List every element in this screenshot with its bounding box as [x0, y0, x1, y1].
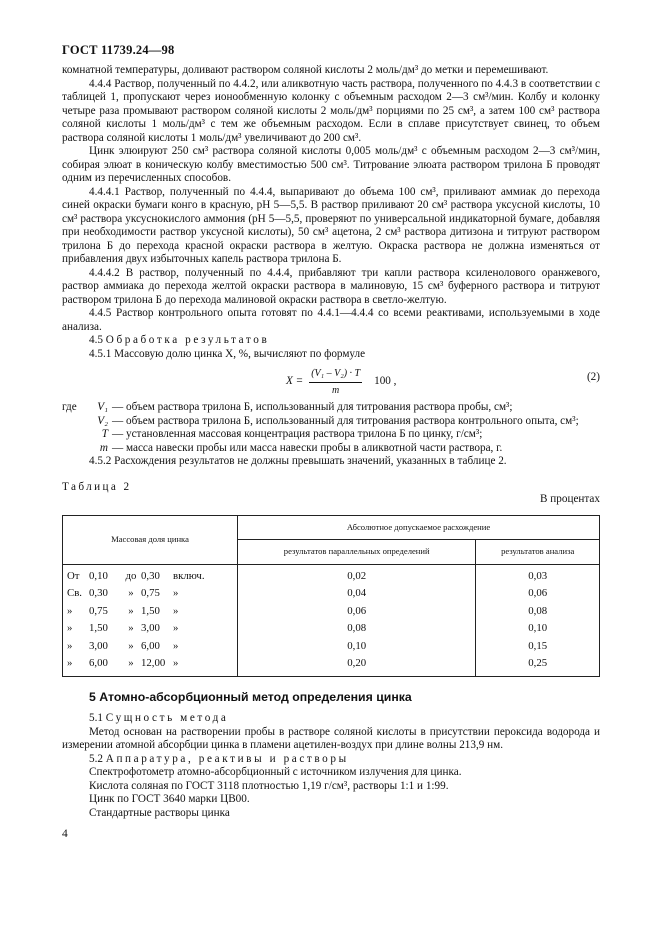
heading-4-5: [62, 334, 600, 348]
range-suffix: »: [173, 622, 179, 634]
range-from: 0,10: [89, 569, 108, 582]
range-to: 1,50: [141, 604, 160, 617]
range-to: 0,30: [141, 569, 160, 582]
range-to: 3,00: [141, 622, 160, 634]
definition-v1: [62, 401, 600, 415]
formula-number: (2): [586, 371, 600, 383]
table-unit: В процентах: [540, 493, 600, 505]
table-body: [63, 564, 600, 676]
heading-5-1: [62, 712, 600, 726]
range-to: 12,00: [141, 657, 166, 669]
range-prefix: »: [67, 622, 73, 634]
range-from: 6,00: [89, 657, 108, 669]
cell-parallel: 0,10: [238, 639, 476, 657]
definition-text: — установленная массовая концентрация раствора трилона Б по цинку, г/см³;: [112, 428, 483, 440]
range-suffix: »: [173, 639, 179, 652]
definition-symbol: V₂: [97, 414, 108, 427]
cell-range: [63, 564, 238, 586]
heading-5-1-title: Сущность метода: [105, 712, 229, 724]
table-row: [63, 656, 600, 676]
range-from: 0,30: [89, 587, 108, 599]
range-prefix: »: [67, 639, 73, 652]
formula-fraction: [309, 367, 362, 397]
standard-header: ГОСТ 11739.24—98: [62, 43, 175, 57]
formula-factor: 100 ,: [374, 375, 397, 388]
formula-2: [62, 361, 600, 401]
paragraph-4-5-2: 4.5.2 Расхождения результатов не должны превышать значений, указанных в таблице 2.: [89, 455, 507, 467]
definition-symbol: T: [101, 428, 108, 440]
paragraph-4-5-1: 4.5.1 Массовую долю цинка X, %, вычисляют по формуле: [89, 347, 366, 360]
column-header-analysis: результатов анализа: [476, 540, 600, 565]
range-mid: »: [128, 587, 134, 599]
column-header-zinc-fraction: Массовая доля цинка: [63, 515, 238, 564]
range-prefix: »: [67, 604, 73, 617]
definition-symbol: m: [99, 441, 108, 454]
cell-parallel: 0,08: [238, 621, 476, 639]
definition-t: [62, 428, 600, 442]
table-row: [63, 639, 600, 657]
cell-analysis: 0,15: [476, 639, 600, 657]
range-from: 3,00: [89, 639, 108, 652]
paragraph-4-4-5: 4.4.5 Раствор контрольного опыта готовят по 4.4.1—4.4.4 со всеми реактивами, используемыми в ходе анализа.: [62, 307, 600, 333]
definition-text: — объем раствора трилона Б, использованный для титрования раствора контрольного опыта, см³;: [112, 414, 579, 427]
cell-analysis: 0,10: [476, 621, 600, 639]
range-prefix: Св.: [67, 587, 82, 599]
table-caption: Таблица 2: [62, 480, 132, 493]
cell-range: [63, 639, 238, 657]
definition-v2: [62, 415, 600, 429]
paragraph-4-4-4-2: 4.4.4.2 В раствор, полученный по 4.4.4, прибавляют три капли раствора ксиленолового оранжевого, раствор аммиака до перехода желтой окраски раствора в малиновую, 15 см³ буферного раствора и титруют раствором трилона Б до перехода малиновой окраски раствора в светло-желтую.: [62, 266, 600, 306]
range-to: 6,00: [141, 639, 160, 652]
range-prefix: От: [67, 569, 80, 582]
variable-definitions: [62, 401, 600, 455]
cell-analysis: 0,03: [476, 564, 600, 586]
definition-text: — объем раствора трилона Б, использованный для титрования раствора пробы, см³;: [112, 401, 513, 413]
table-row: [63, 604, 600, 622]
cell-range: [63, 621, 238, 639]
table-row: [63, 586, 600, 604]
range-mid: »: [128, 604, 134, 617]
cell-range: [63, 604, 238, 622]
cell-analysis: 0,08: [476, 604, 600, 622]
cell-parallel: 0,06: [238, 604, 476, 622]
heading-5-2: [62, 753, 600, 767]
paragraph-zinc-elution: Цинк элюируют 250 см³ раствора соляной кислоты 0,005 моль/дм³ с объемным расходом 2—3 см³/мин, собирая элюат в коническую колбу вместимостью 500 см³. Титрование элюата раствором трилона Б проводят одним из перечисленных способов.: [62, 145, 600, 184]
list-item-zinc: Цинк по ГОСТ 3640 марки ЦВ00.: [89, 793, 250, 805]
range-mid: до: [125, 569, 137, 582]
paragraph-4-4-4-1: 4.4.4.1 Раствор, полученный по 4.4.4, выпаривают до объема 100 см³, приливают аммиак до перехода синей окраски бумаги конго в красную, pH 5—5,5. В раствор приливают 20 см³ раствора уксусной кислоты, 10 см³ раствора уксуснокислого аммония (pH 5—5,5, проверяют по универсальной индикаторной бумаге, добавляя при необходимости раствор уксусной кислоты), 50 см³ ацетона, 2 см³ раствора дитизона и титруют раствором трилона Б до перехода красной окраски раствора в желтую. Окраска раствора не должна изменяться от прибавления двух избыточных капель раствора трилона Б.: [62, 185, 600, 265]
table-row: [63, 621, 600, 639]
range-suffix: »: [173, 604, 179, 617]
heading-5-2-number: 5.2: [89, 752, 103, 765]
definition-m: [62, 442, 600, 456]
cell-parallel: 0,02: [238, 564, 476, 586]
group-header-tolerance: Абсолютное допускаемое расхождение: [238, 515, 600, 540]
definition-spacer: [62, 415, 84, 429]
range-suffix: включ.: [173, 569, 205, 582]
column-header-parallel: результатов параллельных определений: [238, 540, 476, 565]
definition-text: — масса навески пробы или масса навески пробы в аликвотной части раствора, г.: [112, 441, 503, 454]
formula-denominator: m: [332, 384, 340, 396]
heading-5-2-title: Аппаратура, реактивы и растворы: [105, 752, 349, 765]
cell-parallel: 0,04: [238, 586, 476, 604]
range-from: 1,50: [89, 622, 108, 634]
paragraph-4-4-4: 4.4.4 Раствор, полученный по 4.4.2, или аликвотную часть раствора, полученного по 4.4.3 в соответствии с таблицей 1, пропускают через ионообменную колонку с объемным расходом 2—3 см³/мин. Колбу и колонку четыре раза промывают раствором соляной кислоты 2 моль/дм³ порциями по 25 см³, а затем 100 см³ раствора соляной кислоты 1 моль/дм³ с тем же объемным расходом. Если в сплаве присутствует свинец, то объем раствора соляной кислоты 1 моль/дм³ увеличивают до 200 см³.: [62, 77, 600, 144]
range-mid: »: [128, 622, 134, 634]
section-5-title: 5 Атомно-абсорбционный метод определения цинка: [89, 689, 412, 704]
heading-4-5-title: Обработка результатов: [105, 334, 270, 346]
paragraph-continuation: комнатной температуры, доливают раствором соляной кислоты 2 моль/дм³ до метки и перемешивают.: [62, 64, 549, 76]
range-from: 0,75: [89, 604, 108, 617]
page-number: 4: [62, 828, 68, 840]
paragraph-5-1: Метод основан на растворении пробы в растворе соляной кислоты в присутствии пероксида водорода и измерении атомной абсорбции цинка в пламени ацетилен-воздух при длине волны 213,9 нм.: [62, 725, 600, 751]
cell-range: [63, 656, 238, 676]
heading-4-5-number: 4.5: [89, 334, 103, 346]
definition-spacer: [62, 428, 84, 442]
table-row: [63, 564, 600, 586]
where-word: где: [62, 401, 77, 413]
range-suffix: »: [173, 587, 179, 599]
range-mid: »: [128, 657, 134, 669]
heading-5-1-number: 5.1: [89, 712, 103, 724]
list-item-standard-solutions: Стандартные растворы цинка: [89, 806, 230, 819]
range-suffix: »: [173, 657, 179, 669]
tolerance-table: [62, 515, 600, 677]
formula-numerator: (V₁ – V₂) · T: [309, 367, 362, 383]
formula-lhs: X =: [286, 375, 304, 388]
cell-analysis: 0,25: [476, 656, 600, 676]
list-item-spectrophotometer: Спектрофотометр атомно-абсорбционный с источником излучения для цинка.: [89, 766, 462, 778]
range-mid: »: [128, 639, 134, 652]
list-item-hydrochloric-acid: Кислота соляная по ГОСТ 3118 плотностью 1,19 г/см³, растворы 1:1 и 1:99.: [89, 779, 449, 792]
cell-parallel: 0,20: [238, 656, 476, 676]
document-body: [62, 64, 600, 820]
formula-expression: [286, 367, 396, 397]
cell-analysis: 0,06: [476, 586, 600, 604]
definition-symbol: V₁: [97, 401, 108, 413]
definition-spacer: [62, 442, 84, 456]
range-prefix: »: [67, 657, 73, 669]
cell-range: [63, 586, 238, 604]
range-to: 0,75: [141, 587, 160, 599]
